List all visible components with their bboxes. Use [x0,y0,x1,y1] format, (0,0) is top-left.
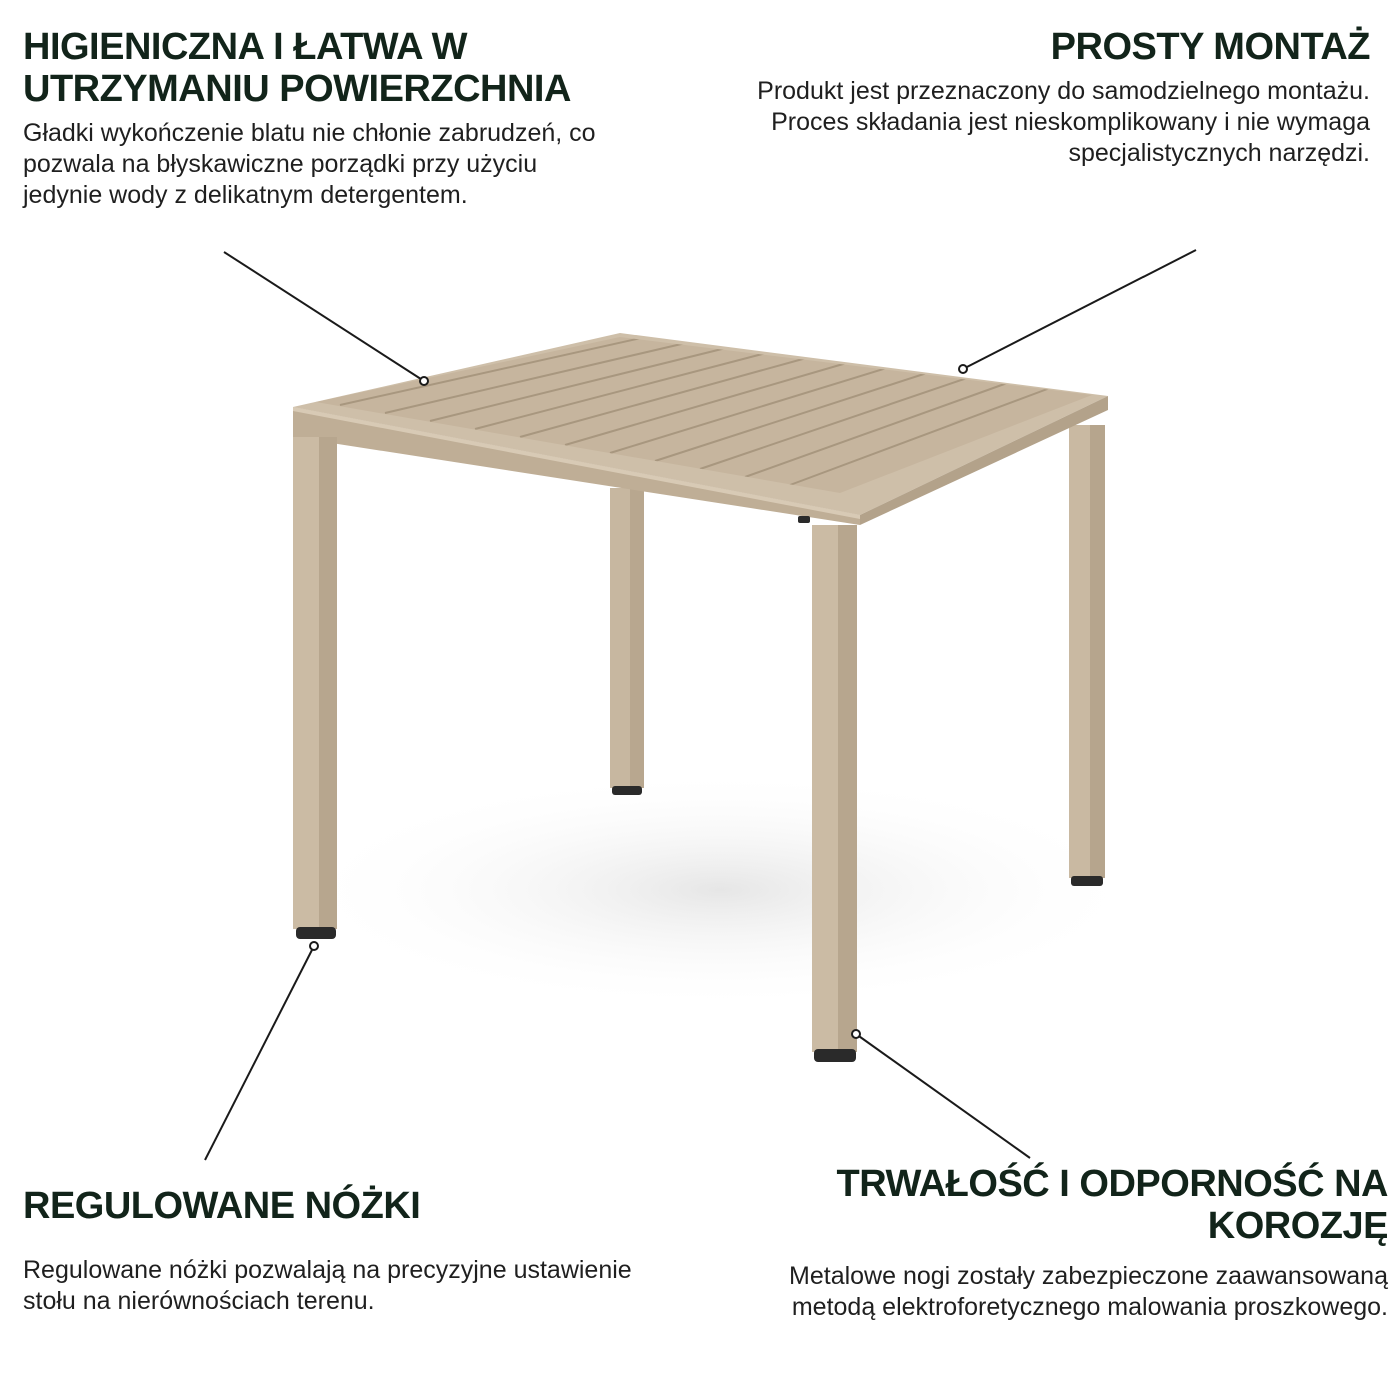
feature-title: TRWAŁOŚĆ I ODPORNOŚĆ NA KOROZJĘ [836,1163,1388,1247]
table-leg-front-left [293,437,337,939]
feature-hygienic-surface [23,26,623,211]
feature-corrosion-resistance [748,1163,1388,1323]
feature-description: Produkt jest przeznaczony do samodzielnego montażu. Proces składania jest nieskomplikowany i nie wymaga specjalistycznych narzędzi. [757,77,1370,167]
table-top [293,333,1108,525]
leader-line-bottom-left [205,942,318,1160]
feature-title: HIGIENICZNA I ŁATWA W UTRZYMANIU POWIERZCHNIA [23,26,571,110]
feature-description: Metalowe nogi zostały zabezpieczone zaawansowaną metodą elektroforetycznego malowania proszkowego. [789,1262,1388,1321]
leader-line-top-left [224,252,428,385]
feature-title: REGULOWANE NÓŻKI [23,1185,421,1227]
feature-easy-assembly [710,26,1370,169]
leader-line-top-right [959,250,1196,373]
leader-line-bottom-right [852,1030,1030,1158]
feature-description: Gładki wykończenie blatu nie chłonie zabrudzeń, co pozwala na błyskawiczne porządki przy użyciu jedynie wody z delikatnym detergentem. [23,119,596,209]
table-leg-back-right [1069,425,1105,886]
table-leg-back-left [610,488,644,795]
feature-title: PROSTY MONTAŻ [1050,26,1370,68]
floor-shadow [290,770,1150,1010]
feature-description: Regulowane nóżki pozwalają na precyzyjne ustawienie stołu na nierównościach terenu. [23,1256,632,1315]
feature-adjustable-feet [23,1185,663,1317]
